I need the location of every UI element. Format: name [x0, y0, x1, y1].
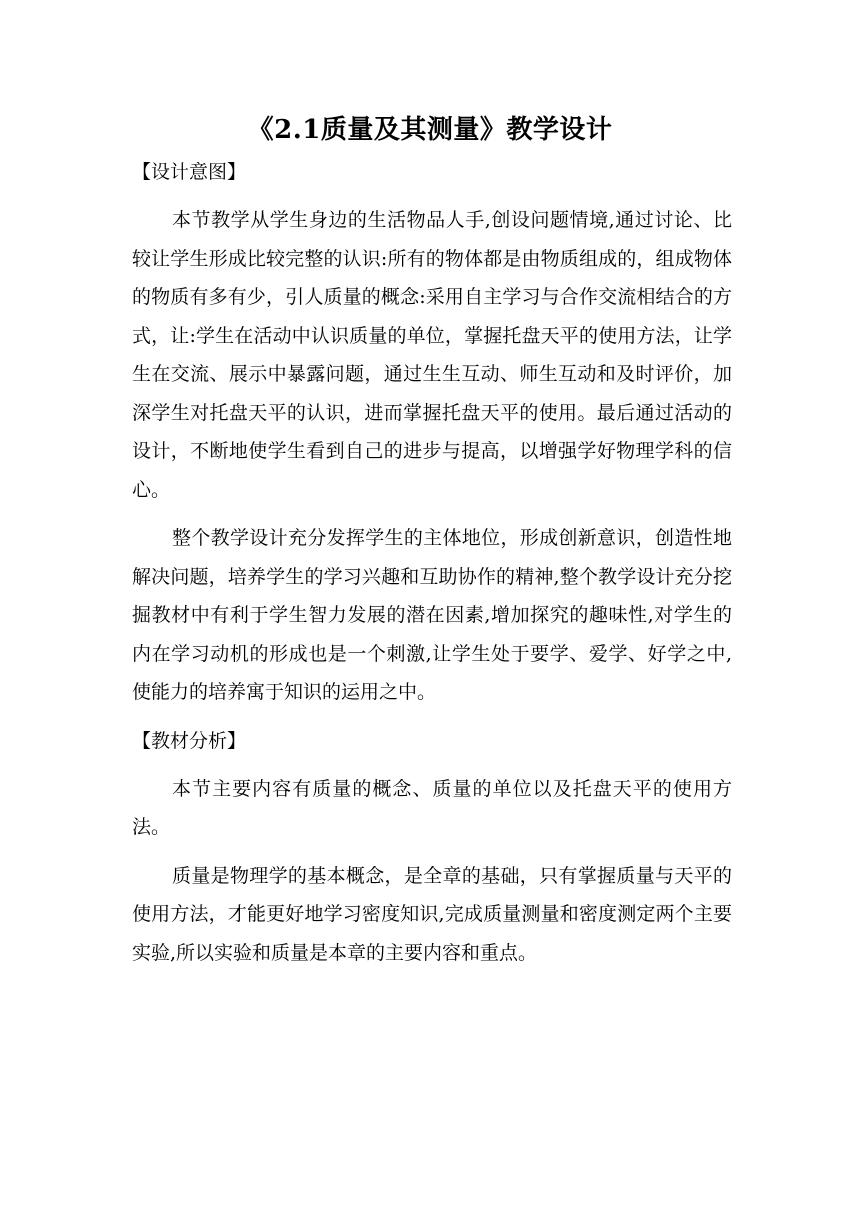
paragraph: 本节教学从学生身边的生活物品人手,创设问题情境,通过讨论、比较让学生形成比较完整的认识:所有的物体都是由物质组成的，组成物体的物质有多有少，引人质量的概念:采用自主学习与合作交流相结合的方式，让:学生在活动中认识质量的单位，掌握托盘天平的使用方法，让学生在交流、展示中暴露问题，通过生生互动、师生互动和及时评价，加深学生对托盘天平的认识，进而掌握托盘天平的使用。最后通过活动的设计，不断地使学生看到自己的进步与提高，以增强学好物理学科的信心。 — [132, 209, 732, 501]
document-body — [132, 153, 732, 982]
section-heading: 【设计意图】 — [132, 161, 247, 183]
section-textbook-analysis — [132, 722, 732, 973]
paragraph: 质量是物理学的基本概念，是全章的基础，只有掌握质量与天平的使用方法，才能更好地学习密度知识,完成质量测量和密度测定两个主要实验,所以实验和质量是本章的主要内容和重点。 — [132, 864, 732, 964]
paragraph: 整个教学设计充分发挥学生的主体地位，形成创新意识，创造性地解决问题，培养学生的学习兴趣和互助协作的精神,整个教学设计充分挖掘教材中有利于学生智力发展的潜在因素,增加探究的趣味性,对学生的内在学习动机的形成也是一个刺激,让学生处于要学、爱学、好学之中,使能力的培养寓于知识的运用之中。 — [132, 527, 732, 703]
document-title: 《2.1质量及其测量》教学设计 — [247, 115, 613, 145]
section-design-intent — [132, 153, 732, 712]
paragraph: 本节主要内容有质量的概念、质量的单位以及托盘天平的使用方法。 — [132, 777, 732, 838]
section-heading: 【教材分析】 — [132, 729, 247, 752]
